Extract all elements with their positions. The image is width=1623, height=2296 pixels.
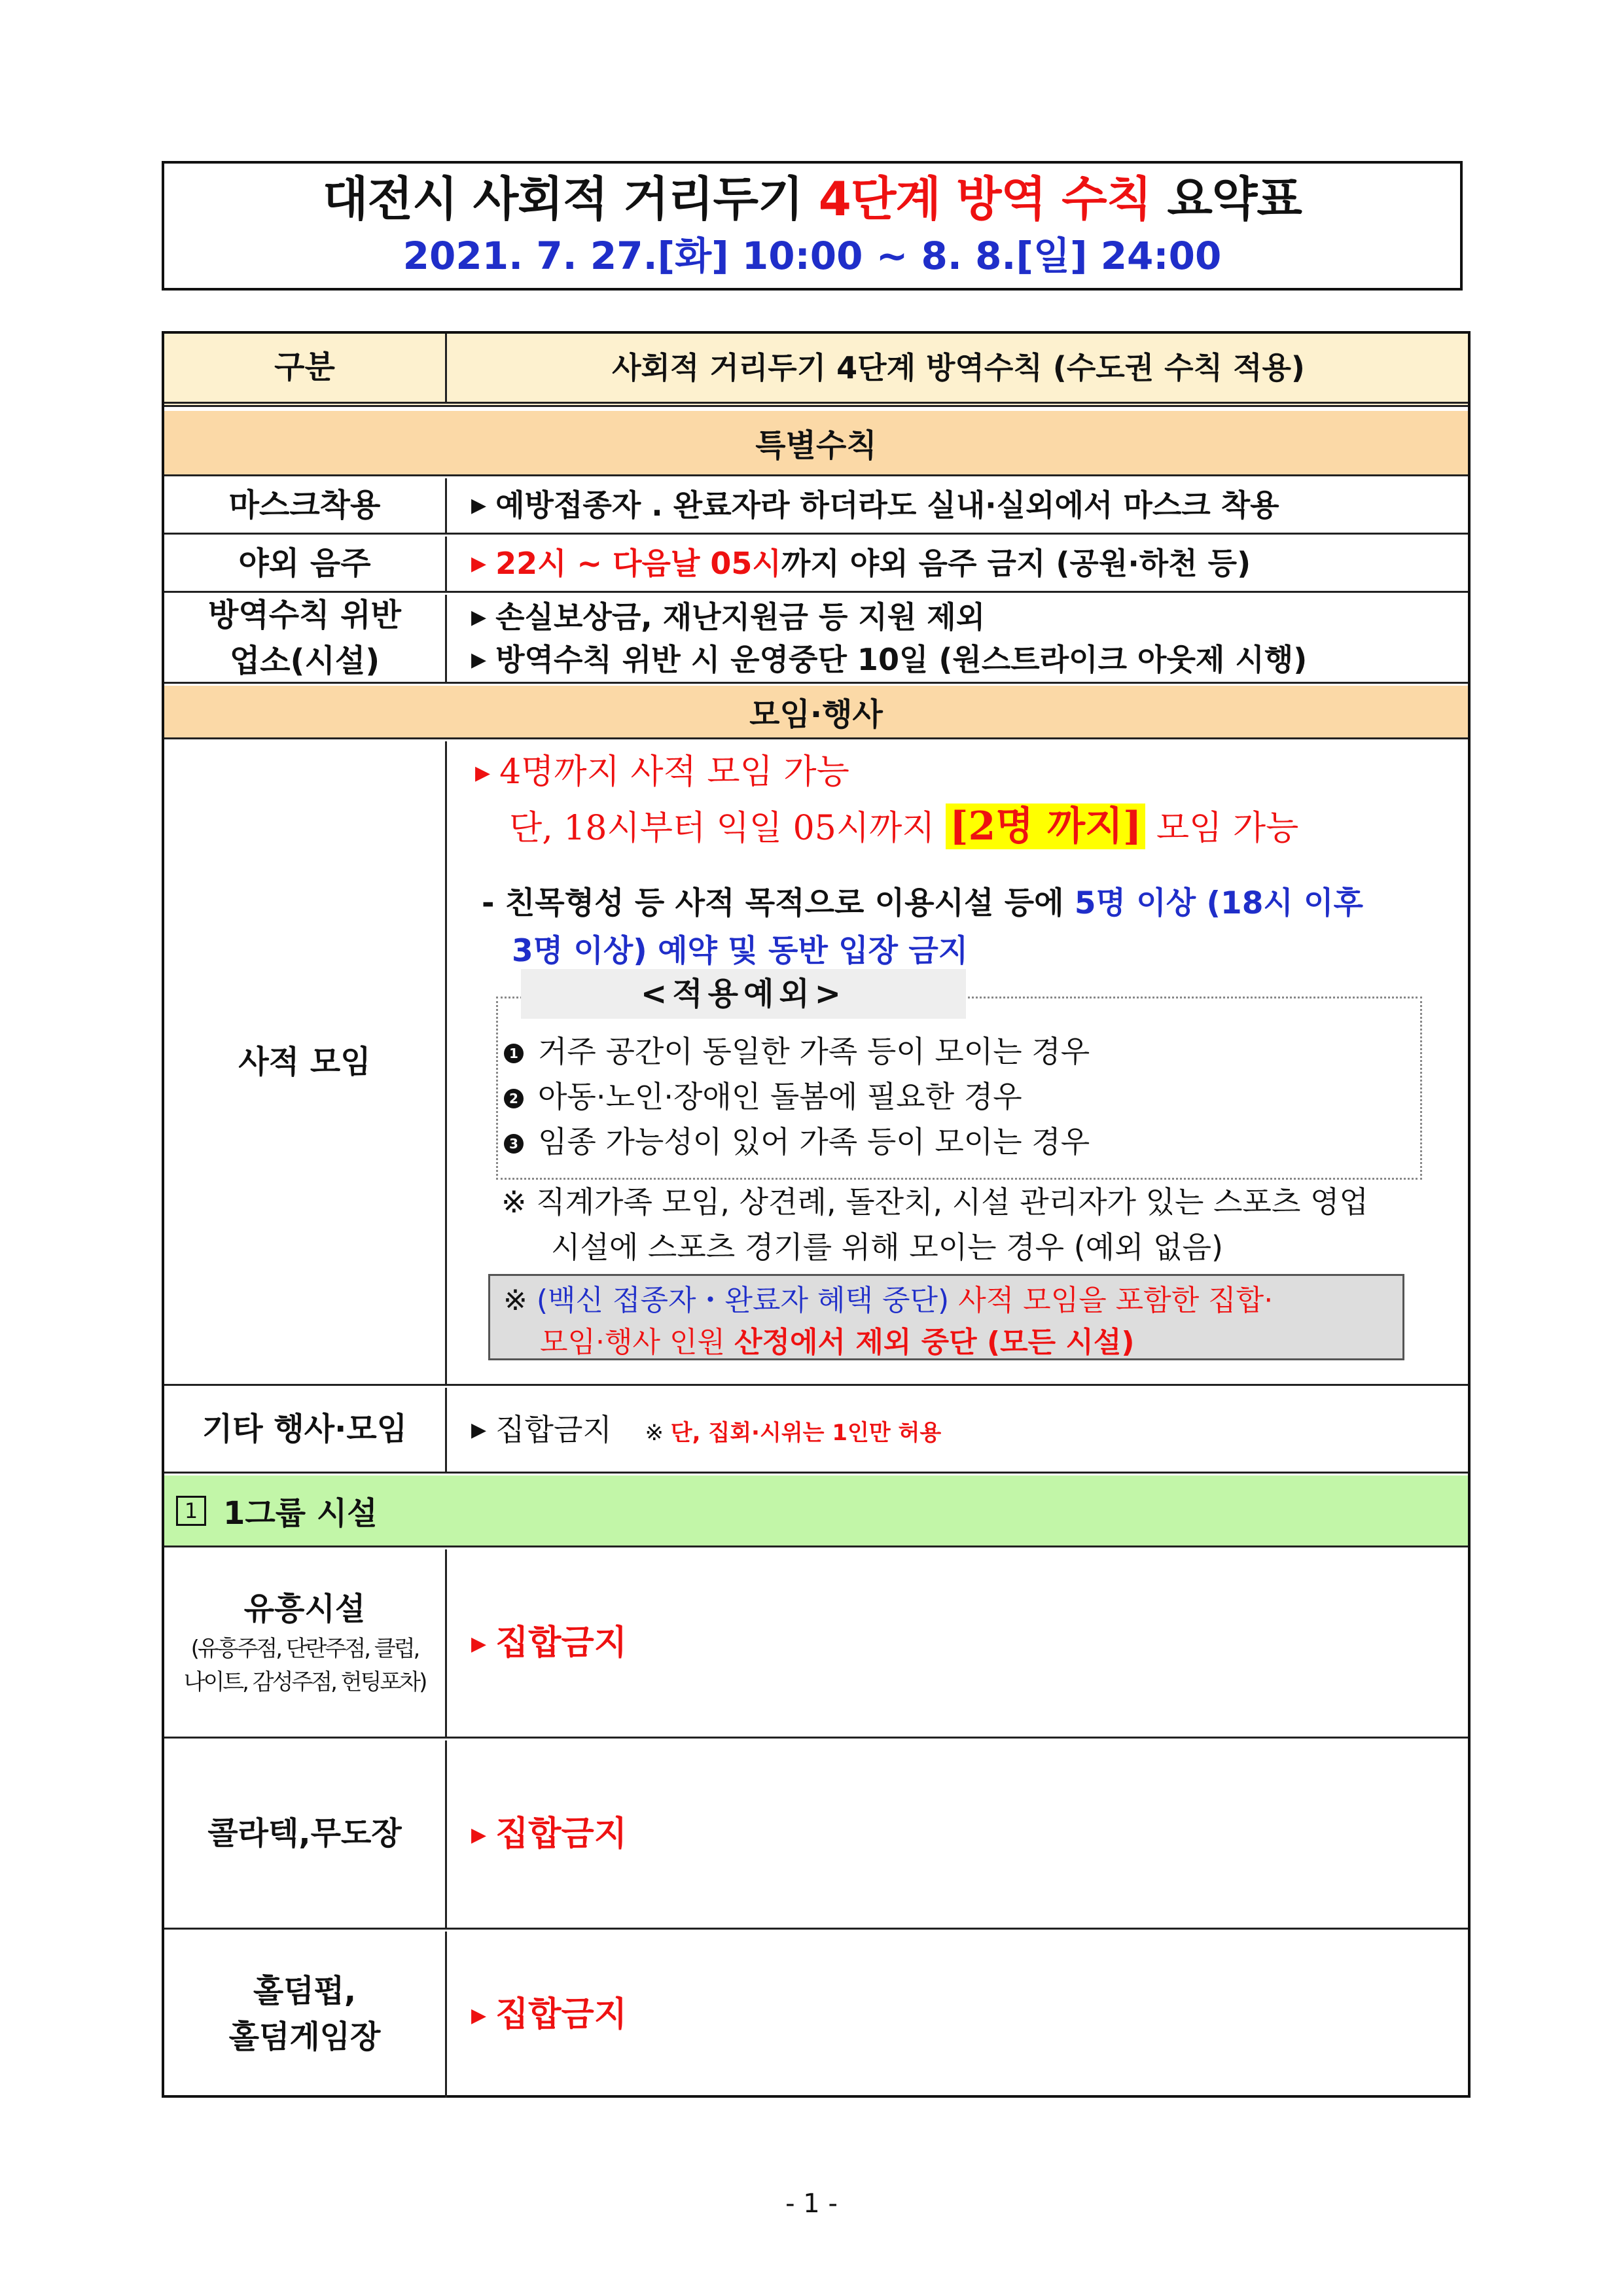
- row-label-colatec: 콜라텍,무도장: [164, 1740, 447, 1928]
- note2-red3: 산정에서 제외 중단 (모든 시설): [734, 1325, 1135, 1359]
- triangle-bullet-icon: ▶: [471, 648, 487, 671]
- period-subtitle: 2021. 7. 27.[화] 10:00 ~ 8. 8.[일] 24:00: [402, 234, 1222, 278]
- list-item: [504, 1029, 1090, 1074]
- table-row-other: [164, 1388, 1468, 1474]
- circled-number-icon: 3: [504, 1134, 524, 1154]
- triangle-bullet-icon: ▶: [471, 1632, 487, 1655]
- exceptions-title: <적용예외>: [521, 969, 966, 1019]
- colatec-value: 집합금지: [495, 1814, 628, 1854]
- header-rules: [449, 334, 1468, 402]
- section-special: [164, 411, 1468, 476]
- violation-label-1: 방역수칙 위반: [208, 596, 401, 633]
- table-row-colatec: [164, 1740, 1468, 1930]
- dash-c: 3명 이상) 예약 및 동반 입장 금지: [512, 932, 969, 969]
- mask-text: 예방접종자 . 완료자라 하더라도 실내·실외에서 마스크 착용: [495, 487, 1279, 523]
- entertainment-value: 집합금지: [495, 1623, 628, 1663]
- row-label-entertainment: [164, 1549, 447, 1737]
- row-value-entertainment: [449, 1549, 1468, 1737]
- table-row-outdoor: [164, 537, 1468, 593]
- page-number: - 1 -: [785, 2189, 838, 2219]
- note1-line2: 시설에 스포츠 경기를 위해 모이는 경우 (예외 없음): [551, 1229, 1223, 1265]
- note1-line1: ※ 직계가족 모임, 상견례, 돌잔치, 시설 관리자가 있는 스포츠 영업: [501, 1184, 1368, 1220]
- circled-number-icon: 1: [504, 1044, 524, 1063]
- note-no-exception: [501, 1180, 1463, 1270]
- row-value-outdoor: [449, 537, 1468, 591]
- triangle-bullet-icon: ▶: [471, 2004, 487, 2027]
- private-evening-a: 단, 18시부터 익일 05시까지: [509, 809, 946, 848]
- holdem-label-1: 홀덤펍,: [253, 1973, 357, 2010]
- triangle-bullet-icon: ▶: [471, 1418, 487, 1441]
- note2-blue: (백신 접종자・완료자 혜택 중단): [536, 1284, 950, 1317]
- row-label-other: 기타 행사·모임: [164, 1388, 447, 1472]
- row-label-private: 사적 모임: [164, 741, 447, 1384]
- except-text-1: 거주 공간이 동일한 가족 등이 모이는 경우: [538, 1034, 1090, 1069]
- violation-label-2: 업소(시설): [229, 642, 380, 679]
- note2-red2: 모임·행사 인원: [540, 1325, 734, 1359]
- row-value-mask: [449, 478, 1468, 533]
- title-part1: 대전시 사회적 거리두기: [322, 171, 819, 226]
- triangle-bullet-icon: ▶: [471, 606, 487, 629]
- other-note-text: 단, 집회·시위는 1인만 허용: [670, 1419, 942, 1446]
- outdoor-time: 22시 ~ 다음날 05시: [495, 546, 781, 582]
- row-label-mask: 마스크착용: [164, 478, 447, 533]
- row-value-holdem: [449, 1932, 1468, 2098]
- dash-b: 5명 이상 (18시 이후: [1074, 885, 1363, 921]
- outdoor-text: 까지 야외 음주 금지 (공원·하천 등): [781, 546, 1251, 582]
- entertainment-label: 유흥시설: [243, 1591, 366, 1628]
- section-group1-title: [176, 1475, 378, 1545]
- table-row-violation: [164, 595, 1468, 684]
- dash-a: 친목형성 등 사적 목적으로 이용시설 등에: [505, 885, 1075, 921]
- rules-table: [162, 331, 1471, 2098]
- private-facility-rule: - 친목형성 등 사적 목적으로 이용시설 등에 5명 이상 (18시 이후 3명 이상) 예약 및 동반 입장 금지: [482, 880, 1450, 976]
- triangle-bullet-icon: ▶: [471, 1823, 487, 1846]
- exceptions-list: [504, 1029, 1090, 1165]
- row-label-outdoor: 야외 음주: [164, 537, 447, 591]
- table-row-holdem: [164, 1932, 1468, 2098]
- section-gathering-title: 모임·행사: [749, 696, 883, 733]
- private-evening: [509, 795, 1298, 851]
- group1-title-text: 1그룹 시설: [223, 1495, 378, 1532]
- header-category: 구분: [164, 334, 447, 402]
- violation-item-1: 손실보상금, 재난지원금 등 지원 제외: [495, 599, 986, 635]
- title-highlight: 4단계 방역 수칙: [818, 171, 1152, 226]
- except-text-2: 아동·노인·장애인 돌봄에 필요한 경우: [538, 1079, 1022, 1114]
- row-value-colatec: [449, 1740, 1468, 1928]
- list-item: [504, 1120, 1090, 1165]
- title-box: [162, 161, 1463, 291]
- private-limit-text: 4명까지 사적 모임 가능: [499, 752, 849, 792]
- page-title: [164, 171, 1460, 226]
- private-evening-c: 모임 가능: [1145, 809, 1299, 848]
- note2-red1: 사적 모임을 포함한 집합·: [949, 1284, 1274, 1317]
- except-text-3: 임종 가능성이 있어 가족 등이 모이는 경우: [538, 1124, 1090, 1159]
- private-evening-highlight: [2명 까지]: [946, 804, 1145, 849]
- section-gathering: [164, 686, 1468, 739]
- list-item: [504, 1074, 1090, 1120]
- triangle-bullet-icon: ▶: [471, 552, 487, 576]
- header-rules-text: 사회적 거리두기 4단계 방역수칙 (수도권 수칙 적용): [612, 349, 1305, 385]
- violation-item-2: 방역수칙 위반 시 운영중단 10일 (원스트라이크 아웃제 시행): [495, 641, 1308, 677]
- note-vaccine-benefit: [488, 1274, 1404, 1360]
- holdem-value: 집합금지: [495, 1994, 628, 2034]
- row-label-violation: [164, 595, 447, 682]
- triangle-bullet-icon: ▶: [471, 494, 487, 518]
- table-row-entertainment: [164, 1549, 1468, 1739]
- row-label-holdem: [164, 1932, 447, 2098]
- title-part2: 요약표: [1151, 171, 1302, 226]
- table-header-row: [164, 334, 1468, 407]
- row-value-other: [449, 1388, 1468, 1472]
- row-value-private: [449, 741, 1468, 1384]
- table-row-mask: [164, 478, 1468, 535]
- holdem-label-2: 홀덤게임장: [228, 2019, 381, 2055]
- boxed-number-icon: 1: [176, 1496, 206, 1526]
- section-special-title: 특별수칙: [755, 427, 877, 464]
- other-note: [645, 1420, 941, 1446]
- private-limit: [475, 744, 849, 793]
- other-text: 집합금지: [495, 1411, 612, 1447]
- entertainment-sub2: 나이트, 감성주점, 헌팅포차): [183, 1669, 426, 1695]
- entertainment-sub1: (유흥주점, 단란주점, 클럽,: [190, 1635, 419, 1662]
- triangle-bullet-icon: ▶: [475, 762, 491, 785]
- table-row-private: [164, 741, 1468, 1386]
- circled-number-icon: 2: [504, 1089, 524, 1108]
- section-group1: [164, 1475, 1468, 1547]
- note2-mark: ※: [503, 1284, 537, 1317]
- row-value-violation: [449, 595, 1468, 682]
- other-note-mark: ※: [645, 1419, 671, 1446]
